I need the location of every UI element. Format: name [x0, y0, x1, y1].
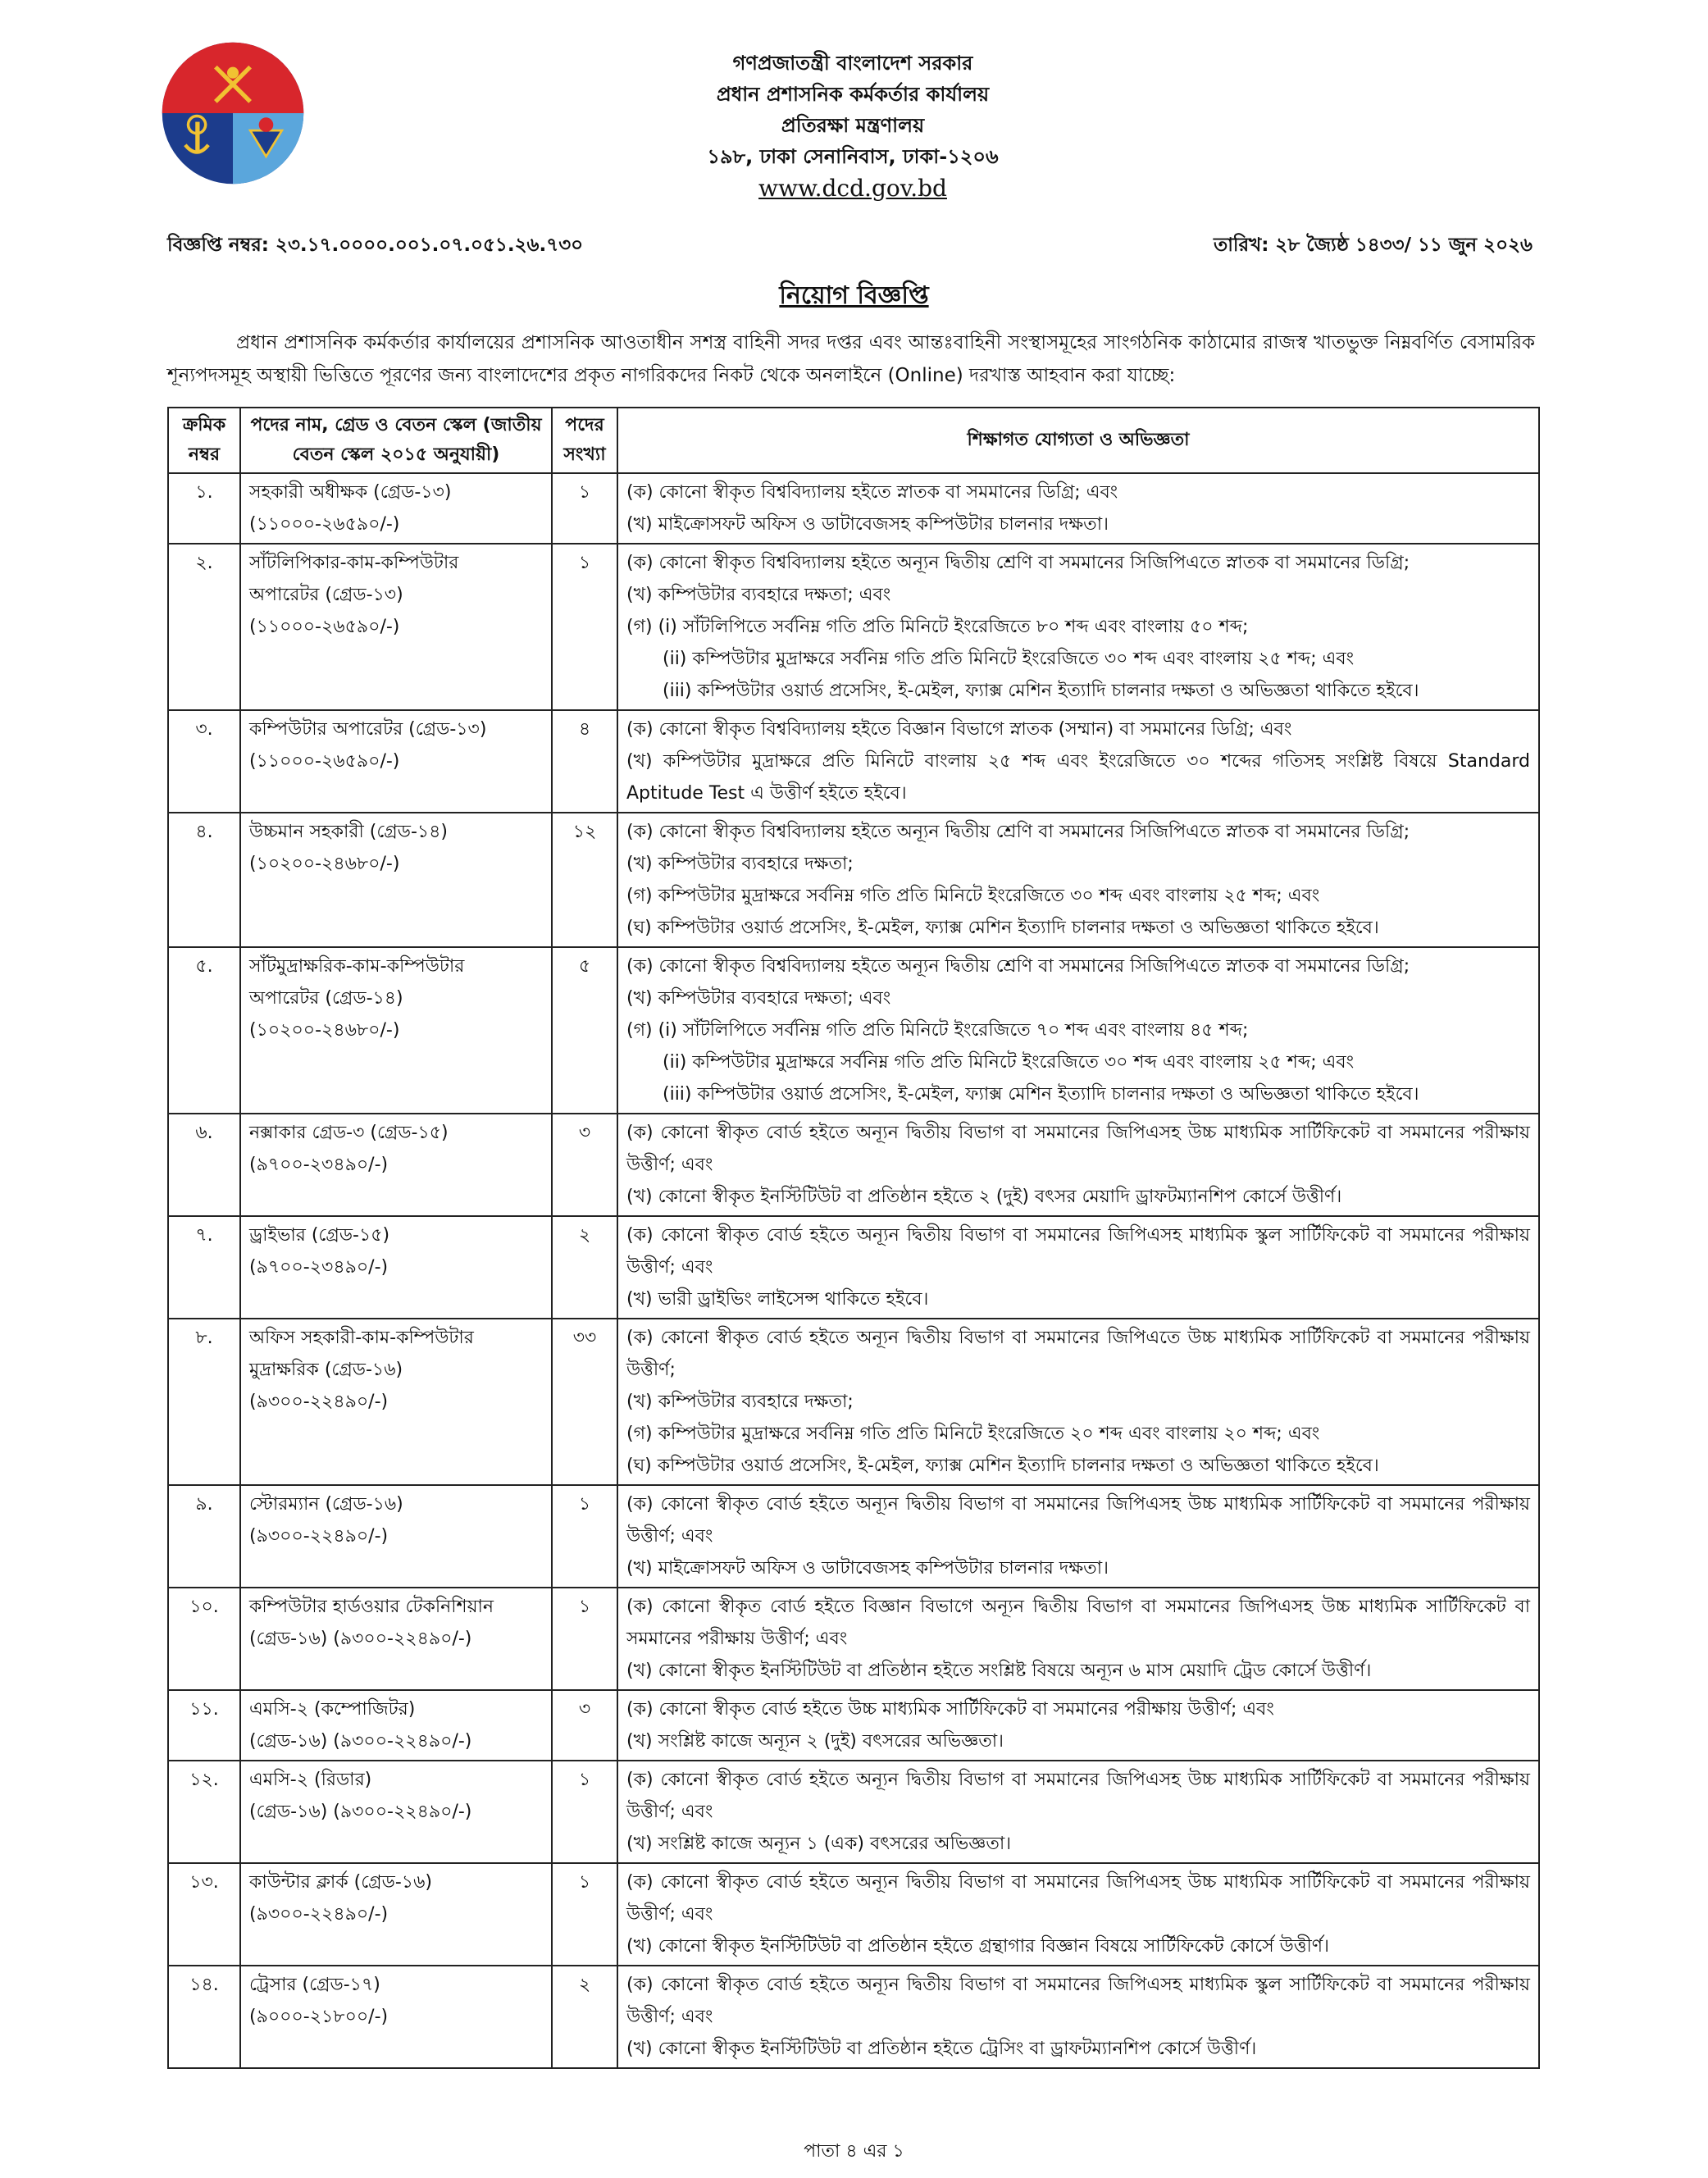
qualification-item: (ঘ) কম্পিউটার ওয়ার্ড প্রসেসিং, ই-মেইল, ফ্যাক্স মেশিন ইত্যাদি চালনার দক্ষতা ও অভিজ্ঞতা থাকিতে হইবে।	[626, 918, 1379, 938]
serial-cell: ৪.	[168, 813, 240, 947]
post-count-cell: ১	[552, 1761, 617, 1863]
post-name-cell: কম্পিউটার অপারেটর (গ্রেড-১৩) (১১০০০-২৬৫৯০/-)	[240, 710, 552, 813]
serial-cell: ৬.	[168, 1114, 240, 1216]
qualification-item: (গ) (i) সাঁটলিপিতে সর্বনিম্ন গতি প্রতি মিনিটে ইংরেজিতে ৮০ শব্দ এবং বাংলায় ৫০ শব্দ;	[626, 617, 1249, 637]
qualification-item: (খ) কম্পিউটার মুদ্রাক্ষরে প্রতি মিনিটে বাংলায় ২৫ শব্দ এবং ইংরেজিতে ৩০ শব্দের গতিসহ সংশ্লিষ্ট বিষয়ে Standard Aptitude Test এ উত্তীর্ণ হইতে হইবে।	[626, 751, 1530, 804]
post-name-cell: কম্পিউটার হার্ডওয়ার টেকনিশিয়ান (গ্রেড-১৬) (৯৩০০-২২৪৯০/-)	[240, 1588, 552, 1690]
table-row	[168, 813, 1539, 947]
serial-cell: ১০.	[168, 1588, 240, 1690]
qualification-item: (ক) কোনো স্বীকৃত বোর্ড হইতে অন্যূন দ্বিতীয় বিভাগ বা সমমানের জিপিএসহ উচ্চ মাধ্যমিক সার্টিফিকেট বা সমমানের পরীক্ষায় উত্তীর্ণ; এবং	[626, 1770, 1530, 1822]
table-row	[168, 1863, 1539, 1966]
page-number: পাতা ৪ এর ১	[804, 2141, 904, 2162]
page-title: নিয়োগ বিজ্ঞপ্তি	[779, 281, 929, 310]
qualification-item: (খ) কম্পিউটার ব্যবহারে দক্ষতা;	[626, 854, 854, 874]
table-row	[168, 1761, 1539, 1863]
serial-cell: ১১.	[168, 1690, 240, 1761]
qualification-cell	[617, 1319, 1539, 1485]
table-row	[168, 1319, 1539, 1485]
qualification-cell	[617, 1485, 1539, 1588]
table-row	[168, 1588, 1539, 1690]
qualification-item: (ক) কোনো স্বীকৃত বিশ্ববিদ্যালয় হইতে অন্যূন দ্বিতীয় শ্রেণি বা সমমানের সিজিপিএতে স্নাতক বা সমমানের ডিগ্রি;	[626, 956, 1410, 977]
table-row	[168, 710, 1539, 813]
post-count-cell: ৪	[552, 710, 617, 813]
post-count-cell: ১২	[552, 813, 617, 947]
col-header-count: পদের সংখ্যা	[552, 408, 617, 473]
qualification-item: (খ) কোনো স্বীকৃত ইনস্টিটিউট বা প্রতিষ্ঠান হইতে গ্রন্থাগার বিজ্ঞান বিষয়ে সার্টিফিকেট কোর্সে উত্তীর্ণ।	[626, 1936, 1329, 1957]
post-name-cell: উচ্চমান সহকারী (গ্রেড-১৪) (১০২০০-২৪৬৮০/-)	[240, 813, 552, 947]
qualification-item: (খ) মাইক্রোসফট অফিস ও ডাটাবেজসহ কম্পিউটার চালনার দক্ষতা।	[626, 514, 1109, 535]
qualification-item: (খ) কম্পিউটার ব্যবহারে দক্ষতা;	[626, 1392, 854, 1412]
serial-cell: ১.	[168, 473, 240, 544]
qualification-item: (ক) কোনো স্বীকৃত বিশ্ববিদ্যালয় হইতে স্নাতক বা সমমানের ডিগ্রি; এবং	[626, 482, 1118, 503]
post-name-cell: সহকারী অধীক্ষক (গ্রেড-১৩) (১১০০০-২৬৫৯০/-)	[240, 473, 552, 544]
qualification-cell	[617, 1588, 1539, 1690]
qualification-item: (iii) কম্পিউটার ওয়ার্ড প্রসেসিং, ই-মেইল, ফ্যাক্স মেশিন ইত্যাদি চালনার দক্ষতা ও অভিজ্ঞতা থাকিতে হইবে।	[663, 1084, 1419, 1105]
post-name-cell: অফিস সহকারী-কাম-কম্পিউটার মুদ্রাক্ষরিক (গ্রেড-১৬) (৯৩০০-২২৪৯০/-)	[240, 1319, 552, 1485]
post-name-cell: ট্রেসার (গ্রেড-১৭) (৯০০০-২১৮০০/-)	[240, 1966, 552, 2068]
qualification-item: (ক) কোনো স্বীকৃত বোর্ড হইতে অন্যূন দ্বিতীয় বিভাগ বা সমমানের জিপিএসহ মাধ্যমিক স্কুল সার্টিফিকেট বা সমমানের পরীক্ষায় উত্তীর্ণ; এবং	[626, 1975, 1530, 2027]
qualification-item: (ক) কোনো স্বীকৃত বিশ্ববিদ্যালয় হইতে অন্যূন দ্বিতীয় শ্রেণি বা সমমানের সিজিপিএতে স্নাতক বা সমমানের ডিগ্রি;	[626, 553, 1410, 573]
post-count-cell: ১	[552, 1863, 617, 1966]
serial-cell: ১২.	[168, 1761, 240, 1863]
qualification-item: (ক) কোনো স্বীকৃত বোর্ড হইতে অন্যূন দ্বিতীয় বিভাগ বা সমমানের জিপিএসহ উচ্চ মাধ্যমিক সার্টিফিকেট বা সমমানের পরীক্ষায় উত্তীর্ণ; এবং	[626, 1494, 1530, 1547]
post-count-cell: ১	[552, 544, 617, 710]
qualification-item: (খ) কোনো স্বীকৃত ইনস্টিটিউট বা প্রতিষ্ঠান হইতে সংশ্লিষ্ট বিষয়ে অন্যূন ৬ মাস মেয়াদি ট্রেড কোর্সে উত্তীর্ণ।	[626, 1661, 1372, 1681]
qualification-item: (খ) সংশ্লিষ্ট কাজে অন্যূন ১ (এক) বৎসরের অভিজ্ঞতা।	[626, 1834, 1012, 1854]
qualification-item: (ক) কোনো স্বীকৃত বিশ্ববিদ্যালয় হইতে বিজ্ঞান বিভাগে স্নাতক (সম্মান) বা সমমানের ডিগ্রি; এবং	[626, 719, 1292, 740]
ministry-name: প্রতিরক্ষা মন্ত্রণালয়	[781, 114, 925, 137]
table-header-row	[168, 408, 1539, 473]
post-name-cell: ড্রাইভার (গ্রেড-১৫) (৯৭০০-২৩৪৯০/-)	[240, 1216, 552, 1319]
qualification-item: (ক) কোনো স্বীকৃত বোর্ড হইতে উচ্চ মাধ্যমিক সার্টিফিকেট বা সমমানের পরীক্ষায় উত্তীর্ণ; এবং	[626, 1699, 1274, 1720]
qualification-item: (গ) (i) সাঁটলিপিতে সর্বনিম্ন গতি প্রতি মিনিটে ইংরেজিতে ৭০ শব্দ এবং বাংলায় ৪৫ শব্দ;	[626, 1020, 1249, 1041]
qualification-item: (খ) মাইক্রোসফট অফিস ও ডাটাবেজসহ কম্পিউটার চালনার দক্ষতা।	[626, 1558, 1109, 1579]
qualification-item: (ii) কম্পিউটার মুদ্রাক্ষরে সর্বনিম্ন গতি প্রতি মিনিটে ইংরেজিতে ৩০ শব্দ এবং বাংলায় ২৫ শব্দ; এবং	[663, 649, 1355, 669]
qualification-cell	[617, 1761, 1539, 1863]
qualification-item: (ক) কোনো স্বীকৃত বোর্ড হইতে অন্যূন দ্বিতীয় বিভাগ বা সমমানের জিপিএতে উচ্চ মাধ্যমিক সার্টিফিকেট বা সমমানের পরীক্ষায় উত্তীর্ণ;	[626, 1328, 1530, 1380]
website-link[interactable]: www.dcd.gov.bd	[758, 175, 947, 202]
office-name: প্রধান প্রশাসনিক কর্মকর্তার কার্যালয়	[716, 83, 990, 106]
serial-cell: ২.	[168, 544, 240, 710]
armed-forces-emblem	[161, 41, 305, 185]
serial-cell: ৫.	[168, 947, 240, 1114]
qualification-item: (গ) কম্পিউটার মুদ্রাক্ষরে সর্বনিম্ন গতি প্রতি মিনিটে ইংরেজিতে ৩০ শব্দ এবং বাংলায় ২৫ শব্দ; এবং	[626, 886, 1320, 906]
post-name-cell: নক্সাকার গ্রেড-৩ (গ্রেড-১৫) (৯৭০০-২৩৪৯০/-)	[240, 1114, 552, 1216]
qualification-item: (খ) কম্পিউটার ব্যবহারে দক্ষতা; এবং	[626, 585, 891, 605]
serial-cell: ১৪.	[168, 1966, 240, 2068]
qualification-item: (খ) কম্পিউটার ব্যবহারে দক্ষতা; এবং	[626, 988, 891, 1009]
vacancy-table	[167, 407, 1540, 2069]
col-header-post: পদের নাম, গ্রেড ও বেতন স্কেল (জাতীয় বেতন স্কেল ২০১৫ অনুযায়ী)	[240, 408, 552, 473]
serial-cell: ১৩.	[168, 1863, 240, 1966]
table-row	[168, 1966, 1539, 2068]
qualification-cell	[617, 813, 1539, 947]
notice-date: তারিখ: ২৮ জ্যৈষ্ঠ ১৪৩৩/ ১১ জুন ২০২৬	[1213, 235, 1533, 256]
post-count-cell: ২	[552, 1966, 617, 2068]
qualification-cell	[617, 1966, 1539, 2068]
government-name: গণপ্রজাতন্ত্রী বাংলাদেশ সরকার	[732, 52, 973, 75]
qualification-item: (গ) কম্পিউটার মুদ্রাক্ষরে সর্বনিম্ন গতি প্রতি মিনিটে ইংরেজিতে ২০ শব্দ এবং বাংলায় ২০ শব্দ; এবং	[626, 1424, 1320, 1444]
qualification-item: (iii) কম্পিউটার ওয়ার্ড প্রসেসিং, ই-মেইল, ফ্যাক্স মেশিন ইত্যাদি চালনার দক্ষতা ও অভিজ্ঞতা থাকিতে হইবে।	[663, 681, 1419, 701]
qualification-cell	[617, 1690, 1539, 1761]
qualification-item: (ক) কোনো স্বীকৃত বোর্ড হইতে অন্যূন দ্বিতীয় বিভাগ বা সমমানের জিপিএসহ উচ্চ মাধ্যমিক সার্টিফিকেট বা সমমানের পরীক্ষায় উত্তীর্ণ; এবং	[626, 1872, 1530, 1925]
qualification-cell	[617, 1114, 1539, 1216]
post-count-cell: ১	[552, 1485, 617, 1588]
post-name-cell: এমসি-২ (রিডার) (গ্রেড-১৬) (৯৩০০-২২৪৯০/-)	[240, 1761, 552, 1863]
serial-cell: ৯.	[168, 1485, 240, 1588]
qualification-cell	[617, 473, 1539, 544]
qualification-item: (খ) সংশ্লিষ্ট কাজে অন্যূন ২ (দুই) বৎসরের অভিজ্ঞতা।	[626, 1731, 1004, 1752]
table-row	[168, 473, 1539, 544]
serial-cell: ৭.	[168, 1216, 240, 1319]
qualification-item: (ক) কোনো স্বীকৃত বিশ্ববিদ্যালয় হইতে অন্যূন দ্বিতীয় শ্রেণি বা সমমানের সিজিপিএতে স্নাতক বা সমমানের ডিগ্রি;	[626, 822, 1410, 842]
post-name-cell: সাঁটমুদ্রাক্ষরিক-কাম-কম্পিউটার অপারেটর (গ্রেড-১৪) (১০২০০-২৪৬৮০/-)	[240, 947, 552, 1114]
post-count-cell: ১	[552, 473, 617, 544]
post-count-cell: ২	[552, 1216, 617, 1319]
qualification-cell	[617, 710, 1539, 813]
qualification-item: (খ) ভারী ড্রাইভিং লাইসেন্স থাকিতে হইবে।	[626, 1289, 929, 1310]
qualification-cell	[617, 1216, 1539, 1319]
col-header-qualification: শিক্ষাগত যোগ্যতা ও অভিজ্ঞতা	[617, 408, 1539, 473]
serial-cell: ৮.	[168, 1319, 240, 1485]
qualification-cell	[617, 1863, 1539, 1966]
table-row	[168, 544, 1539, 710]
table-row	[168, 1114, 1539, 1216]
qualification-cell	[617, 544, 1539, 710]
serial-cell: ৩.	[168, 710, 240, 813]
qualification-item: (খ) কোনো স্বীকৃত ইনস্টিটিউট বা প্রতিষ্ঠান হইতে ট্রেসিং বা ড্রাফটম্যানশিপ কোর্সে উত্তীর্ণ।	[626, 2039, 1257, 2059]
post-name-cell: সাঁটলিপিকার-কাম-কম্পিউটার অপারেটর (গ্রেড-১৩) (১১০০০-২৬৫৯০/-)	[240, 544, 552, 710]
qualification-item: (ii) কম্পিউটার মুদ্রাক্ষরে সর্বনিম্ন গতি প্রতি মিনিটে ইংরেজিতে ৩০ শব্দ এবং বাংলায় ২৫ শব্দ; এবং	[663, 1052, 1355, 1073]
post-count-cell: ৩	[552, 1114, 617, 1216]
office-header	[525, 48, 1181, 205]
qualification-item: (ক) কোনো স্বীকৃত বোর্ড হইতে অন্যূন দ্বিতীয় বিভাগ বা সমমানের জিপিএসহ মাধ্যমিক স্কুল সার্টিফিকেট বা সমমানের পরীক্ষায় উত্তীর্ণ; এবং	[626, 1225, 1530, 1278]
post-count-cell: ৩	[552, 1690, 617, 1761]
qualification-item: (ক) কোনো স্বীকৃত বোর্ড হইতে বিজ্ঞান বিভাগে অন্যূন দ্বিতীয় বিভাগ বা সমমানের জিপিএসহ উচ্চ মাধ্যমিক সার্টিফিকেট বা সমমানের পরীক্ষায় উত্তীর্ণ; এবং	[626, 1597, 1530, 1649]
post-count-cell: ৫	[552, 947, 617, 1114]
post-count-cell: ৩৩	[552, 1319, 617, 1485]
qualification-item: (ক) কোনো স্বীকৃত বোর্ড হইতে অন্যূন দ্বিতীয় বিভাগ বা সমমানের জিপিএসহ উচ্চ মাধ্যমিক সার্টিফিকেট বা সমমানের পরীক্ষায় উত্তীর্ণ; এবং	[626, 1123, 1530, 1175]
qualification-item: (ঘ) কম্পিউটার ওয়ার্ড প্রসেসিং, ই-মেইল, ফ্যাক্স মেশিন ইত্যাদি চালনার দক্ষতা ও অভিজ্ঞতা থাকিতে হইবে।	[626, 1456, 1379, 1476]
table-row	[168, 1690, 1539, 1761]
office-address: ১৯৮, ঢাকা সেনানিবাস, ঢাকা-১২০৬	[707, 145, 999, 168]
table-row	[168, 947, 1539, 1114]
post-name-cell: এমসি-২ (কম্পোজিটর) (গ্রেড-১৬) (৯৩০০-২২৪৯০/-)	[240, 1690, 552, 1761]
table-row	[168, 1485, 1539, 1588]
qualification-cell	[617, 947, 1539, 1114]
intro-paragraph: প্রধান প্রশাসনিক কর্মকর্তার কার্যালয়ের প্রশাসনিক আওতাধীন সশস্ত্র বাহিনী সদর দপ্তর এবং আন্তঃবাহিনী সংস্থাসমূহের সাংগঠনিক কাঠামোর রাজস্ব খাতভুক্ত নিম্নবর্ণিত বেসামরিক শূন্যপদসমূহ অস্থায়ী ভিত্তিতে পূরণের জন্য বাংলাদেশের প্রকৃত নাগরিকদের নিকট থেকে অনলাইনে (Online) দরখাস্ত আহবান করা যাচ্ছে:	[167, 332, 1535, 386]
memo-number: বিজ্ঞপ্তি নম্বর: ২৩.১৭.০০০০.০০১.০৭.০৫১.২৬.৭৩০	[167, 235, 584, 256]
col-header-serial: ক্রমিক নম্বর	[168, 408, 240, 473]
post-name-cell: স্টোরম্যান (গ্রেড-১৬) (৯৩০০-২২৪৯০/-)	[240, 1485, 552, 1588]
post-count-cell: ১	[552, 1588, 617, 1690]
post-name-cell: কাউন্টার ক্লার্ক (গ্রেড-১৬) (৯৩০০-২২৪৯০/-)	[240, 1863, 552, 1966]
qualification-item: (খ) কোনো স্বীকৃত ইনস্টিটিউট বা প্রতিষ্ঠান হইতে ২ (দুই) বৎসর মেয়াদি ড্রাফটম্যানশিপ কোর্সে উত্তীর্ণ।	[626, 1187, 1342, 1207]
table-row	[168, 1216, 1539, 1319]
